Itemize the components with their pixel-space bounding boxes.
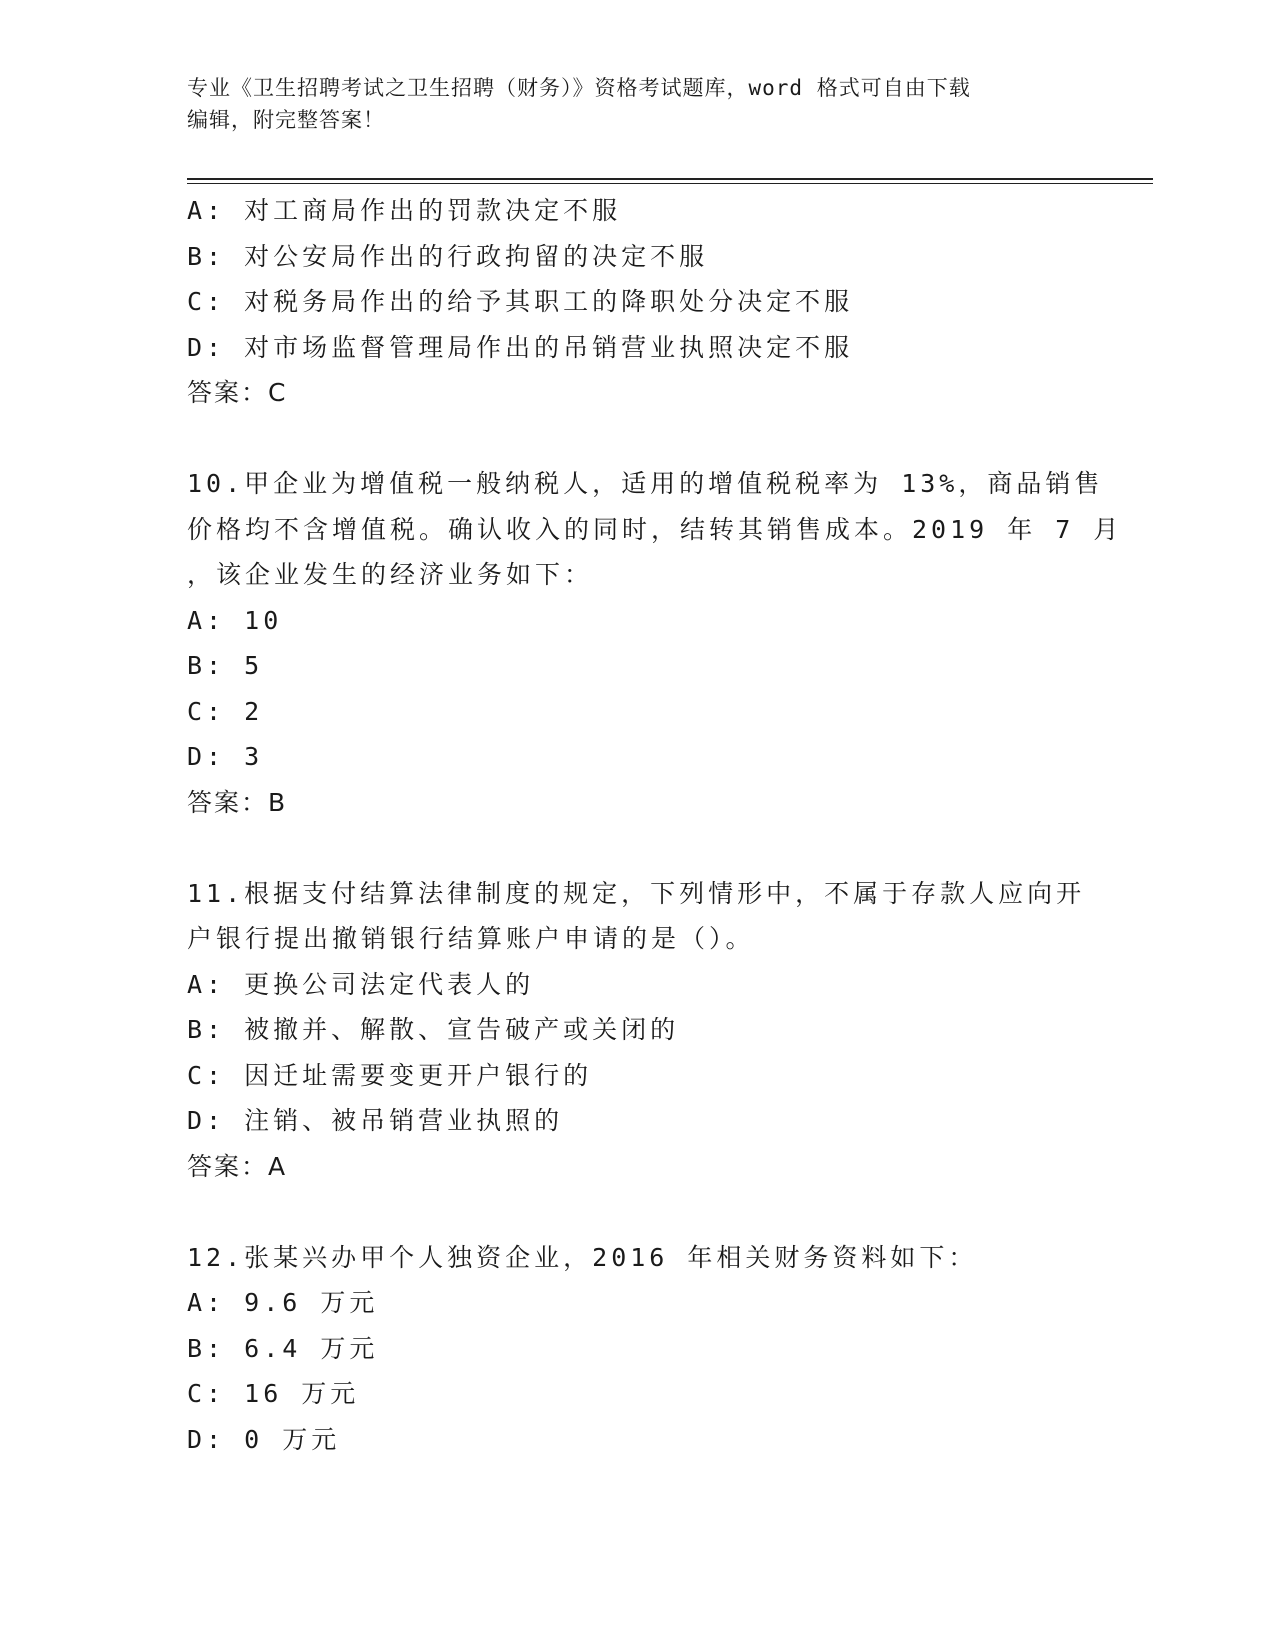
question-stem-line: ，该企业发生的经济业务如下： [187,560,594,589]
answer-line: 答案：B [187,787,288,817]
option-b: B: 被撤并、解散、宣告破产或关闭的 [187,1015,680,1044]
document-header [187,72,1087,136]
question-stem-line: 户银行提出撤销银行结算账户申请的是（）。 [187,924,755,953]
option-b: B: 对公安局作出的行政拘留的决定不服 [187,241,709,271]
header-line-2: 编辑，附完整答案！ [187,108,385,132]
question-block-12 [187,1235,1107,1463]
option-a: A: 10 [187,605,283,635]
question-block-11 [187,871,1107,1190]
question-block-prev [187,188,1107,416]
header-divider-thin [187,183,1153,184]
option-c: C: 因迁址需要变更开户银行的 [187,1060,593,1090]
option-d: D: 3 [187,742,264,771]
option-c: C: 对税务局作出的给予其职工的降职处分决定不服 [187,287,854,316]
option-d: D: 对市场监督管理局作出的吊销营业执照决定不服 [187,332,854,362]
option-d: D: 0 万元 [187,1424,341,1454]
option-a: A: 对工商局作出的罚款决定不服 [187,196,622,225]
option-b: B: 5 [187,651,264,680]
answer-line: 答案：C [187,378,288,407]
option-d: D: 注销、被吊销营业执照的 [187,1106,564,1135]
question-stem-line: 价格均不含增值税。确认收入的同时，结转其销售成本。2019 年 7 月 [187,514,1123,544]
question-stem-line: 12.张某兴办甲个人独资企业，2016 年相关财务资料如下： [187,1242,978,1272]
option-c: C: 16 万元 [187,1379,360,1408]
option-c: C: 2 [187,696,264,726]
option-a: A: 9.6 万元 [187,1288,379,1317]
spacer [187,416,1107,462]
spacer [187,1189,1107,1235]
question-list [187,188,1123,1462]
question-stem-line: 11.根据支付结算法律制度的规定，下列情形中，不属于存款人应向开 [187,878,1086,908]
option-a: A: 更换公司法定代表人的 [187,969,535,999]
header-line-1: 专业《卫生招聘考试之卫生招聘（财务）》资格考试题库，word 格式可自由下载 [187,76,971,100]
answer-line: 答案：A [187,1151,288,1181]
spacer [187,825,1107,871]
header-divider [187,178,1153,180]
question-block-10 [187,461,1123,825]
option-b: B: 6.4 万元 [187,1333,379,1363]
question-stem-line: 10.甲企业为增值税一般纳税人，适用的增值税税率为 13%，商品销售 [187,469,1104,498]
